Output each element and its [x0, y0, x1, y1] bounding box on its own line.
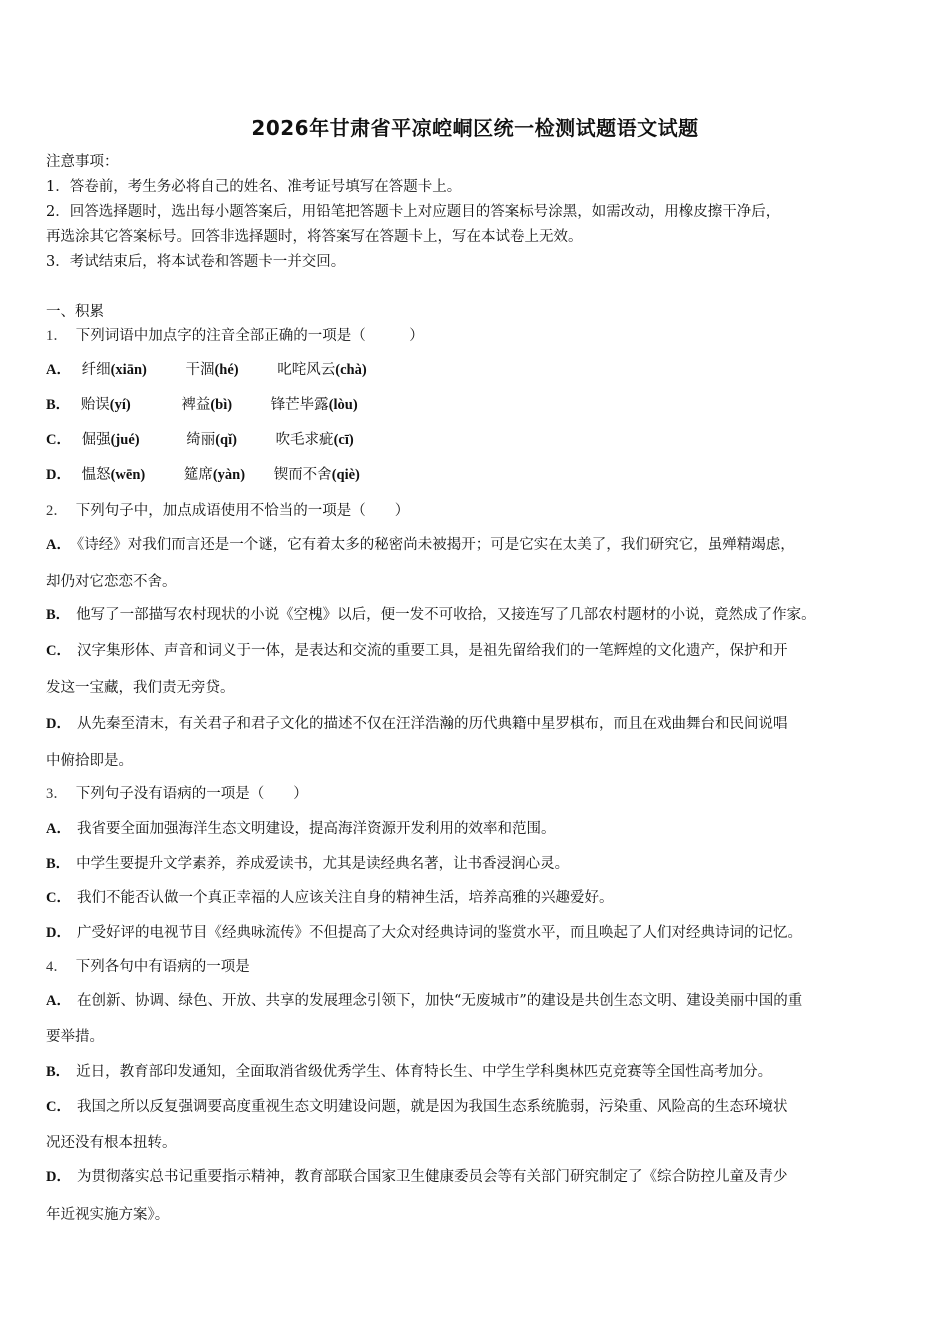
option-label: C．: [46, 643, 71, 659]
q4-option-continuation: [46, 1027, 104, 1047]
q1-option-d[interactable]: [46, 465, 360, 485]
question-number: 1．: [46, 328, 68, 344]
option-label: D．: [46, 925, 71, 941]
option-label: B．: [46, 607, 71, 623]
word-pinyin: 纤细(xiān): [81, 362, 147, 378]
question-number: 4．: [46, 959, 68, 975]
q2-option-d[interactable]: [46, 714, 787, 734]
notes-item: 再选涂其它答案标号。回答非选择题时，将答案写在答题卡上，写在本试卷上无效。: [46, 229, 583, 245]
option-label: A．: [46, 993, 71, 1009]
notes-item: 3．考试结束后，将本试卷和答题卡一并交回。: [46, 254, 346, 270]
option-text: 却仍对它恋恋不舍。: [46, 574, 177, 590]
option-text: 要举措。: [46, 1029, 104, 1045]
q1-option-a[interactable]: [46, 360, 367, 380]
q4-option-continuation: [46, 1205, 169, 1225]
section-heading: 一、积累: [46, 304, 104, 320]
option-label: B．: [46, 1064, 71, 1080]
q3-option-c[interactable]: [46, 888, 613, 908]
word-pinyin: 锋芒毕露(lòu): [270, 397, 358, 413]
notes-item: 2．回答选择题时，选出每小题答案后，用铅笔把答题卡上对应题目的答案标号涂黑，如需改动，用橡皮擦干净后，: [46, 204, 781, 220]
word-pinyin: 吹毛求疵(cī): [275, 432, 354, 448]
option-text: 我省要全面加强海洋生态文明建设，提高海洋资源开发利用的效率和范围。: [76, 821, 556, 837]
q2-option-continuation: [46, 678, 235, 698]
word-pinyin: 筵席(yàn): [183, 467, 246, 483]
option-text: 《诗经》对我们而言还是一个谜，它有着太多的秘密尚未被揭开；可是它实在太美了，我们研究它，虽殚精竭虑，: [76, 537, 795, 553]
option-text: 我们不能否认做一个真正幸福的人应该关注自身的精神生活，培养高雅的兴趣爱好。: [76, 890, 614, 906]
q3-option-b[interactable]: [46, 854, 569, 874]
option-text: 广受好评的电视节目《经典咏流传》不但提高了大众对经典诗词的鉴赏水平，而且唤起了人们对经典诗词的记忆。: [76, 925, 802, 941]
option-label: D．: [46, 716, 71, 732]
option-text: 况还没有根本扭转。: [46, 1135, 177, 1151]
option-text: 发这一宝藏，我们责无旁贷。: [46, 680, 235, 696]
q4-option-continuation: [46, 1133, 177, 1153]
option-label: C．: [46, 432, 71, 448]
q4-option-a[interactable]: [46, 991, 802, 1011]
question-text: 下列各句中有语病的一项是: [75, 959, 250, 975]
word-pinyin: 愠怒(wēn): [81, 467, 146, 483]
notes-item: 1．答卷前，考生务必将自己的姓名、准考证号填写在答题卡上。: [46, 179, 462, 195]
option-label: B．: [46, 397, 71, 413]
option-text: 我国之所以反复强调要高度重视生态文明建设问题，就是因为我国生态系统脆弱，污染重、风险高的生态环境状: [76, 1099, 788, 1115]
question-3-stem: [46, 784, 308, 804]
question-text: 下列句子没有语病的一项是（ ）: [75, 786, 308, 802]
option-label: D．: [46, 467, 71, 483]
question-text: 下列词语中加点字的注音全部正确的一项是（ ）: [75, 328, 424, 344]
option-text: 年近视实施方案》。: [46, 1207, 170, 1223]
q2-option-continuation: [46, 572, 177, 592]
q2-option-continuation: [46, 751, 133, 771]
word-pinyin: 倔强(jué): [81, 432, 140, 448]
question-1-stem: [46, 326, 424, 346]
page-title: 2026年甘肃省平凉崆峒区统一检测试题语文试题: [251, 116, 699, 140]
question-text: 下列句子中，加点成语使用不恰当的一项是（ ）: [75, 503, 410, 519]
q4-option-b[interactable]: [46, 1062, 772, 1082]
q4-option-c[interactable]: [46, 1097, 787, 1117]
option-text: 近日，教育部印发通知，全面取消省级优秀学生、体育特长生、中学生学科奥林匹克竞赛等全国性高考加分。: [76, 1064, 773, 1080]
option-label: C．: [46, 1099, 71, 1115]
option-label: A．: [46, 362, 71, 378]
option-text: 为贯彻落实总书记重要指示精神，教育部联合国家卫生健康委员会等有关部门研究制定了《综合防控儿童及青少: [76, 1169, 788, 1185]
question-4-stem: [46, 957, 250, 977]
option-text: 从先秦至清末，有关君子和君子文化的描述不仅在汪洋浩瀚的历代典籍中星罗棋布，而且在戏曲舞台和民间说唱: [76, 716, 788, 732]
q3-option-a[interactable]: [46, 819, 555, 839]
word-pinyin: 干涸(hé): [185, 362, 239, 378]
q2-option-c[interactable]: [46, 641, 787, 661]
q3-option-d[interactable]: [46, 923, 802, 943]
option-text: 中学生要提升文学素养，养成爱读书，尤其是读经典名著，让书香浸润心灵。: [76, 856, 570, 872]
word-pinyin: 叱咤风云(chà): [277, 362, 367, 378]
option-text: 在创新、协调、绿色、开放、共享的发展理念引领下，加快“无废城市”的建设是共创生态文明、建设美丽中国的重: [76, 993, 803, 1009]
q2-option-b[interactable]: [46, 605, 816, 625]
option-text: 他写了一部描写农村现状的小说《空槐》以后，便一发不可收拾，又接连写了几部农村题材的小说，竟然成了作家。: [76, 607, 816, 623]
question-2-stem: [46, 501, 409, 521]
notes-heading: 注意事项：: [46, 154, 119, 170]
question-number: 3．: [46, 786, 68, 802]
q1-option-b[interactable]: [46, 395, 358, 415]
option-label: B．: [46, 856, 71, 872]
option-label: C．: [46, 890, 71, 906]
option-text: 汉字集形体、声音和词义于一体，是表达和交流的重要工具，是祖先留给我们的一笔辉煌的文化遗产，保护和开: [76, 643, 788, 659]
q2-option-a[interactable]: [46, 535, 795, 555]
option-label: D．: [46, 1169, 71, 1185]
option-label: A．: [46, 537, 71, 553]
word-pinyin: 贻误(yí): [80, 397, 131, 413]
word-pinyin: 绮丽(qǐ): [186, 432, 237, 448]
word-pinyin: 锲而不舍(qiè): [273, 467, 360, 483]
q4-option-d[interactable]: [46, 1167, 787, 1187]
word-pinyin: 裨益(bì): [181, 397, 233, 413]
q1-option-c[interactable]: [46, 430, 354, 450]
question-number: 2．: [46, 503, 68, 519]
option-label: A．: [46, 821, 71, 837]
option-text: 中俯拾即是。: [46, 753, 133, 769]
